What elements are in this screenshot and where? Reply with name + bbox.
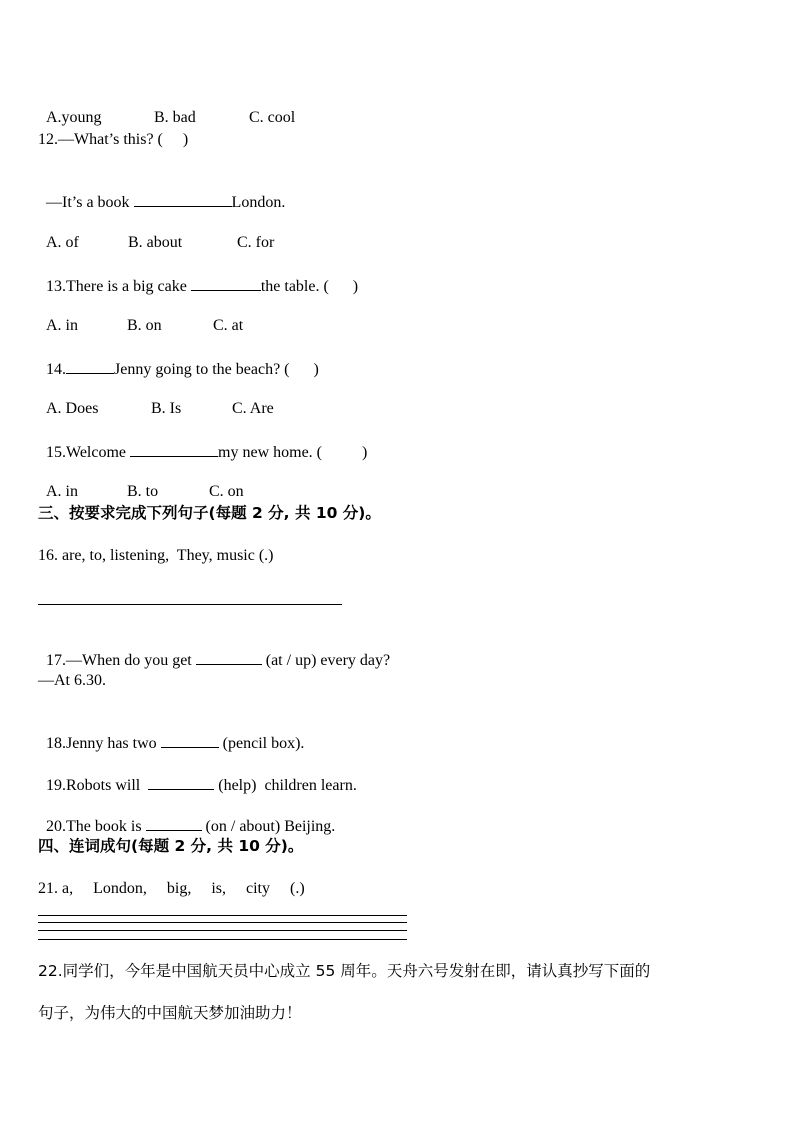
q18-stem [38,712,304,754]
q20-stem-post: (on / about) Beijing. [201,818,336,835]
q21-text: 21. a, London, big, is, city (.) [38,880,305,897]
q20-answer-blank[interactable] [146,815,202,831]
q13-option-a: A. in [46,317,78,334]
section4-title: 四、连词成句(每题 2 分, 共 10 分)。 [38,837,304,855]
q17-stem [38,629,390,671]
q18-stem-pre: 18.Jenny has two [46,735,161,752]
q12-option-a: A. of [46,234,79,251]
q15-stem-post: my new home. ( ) [218,444,368,461]
q13-stem-post: the table. ( ) [260,278,359,295]
q15-options [38,462,244,502]
q14-options [38,379,274,419]
q19-answer-blank[interactable] [148,774,214,790]
q18-stem-post: (pencil box). [218,735,305,752]
q17-answer-blank[interactable] [196,649,262,665]
q13-option-b: B. on [127,317,162,334]
q12-stem: 12.—What’s this? ( ) [38,131,189,148]
q14-stem-post: Jenny going to the beach? ( ) [114,361,319,378]
q21-answer-line-3[interactable] [38,930,407,931]
q16-answer-line[interactable] [38,604,342,605]
q17-stem-pre: 17.—When do you get [46,652,196,669]
section3-title: 三、按要求完成下列句子(每题 2 分, 共 10 分)。 [38,504,381,522]
q19-stem [38,754,357,796]
q13-option-c: C. at [213,317,244,334]
q15-stem [38,421,367,463]
q14-answer-blank[interactable] [66,358,114,374]
q12-reply-post: London. [231,194,286,211]
q13-stem [38,255,358,297]
q13-options [38,296,243,336]
q14-stem-pre: 14. [46,361,66,378]
q17-stem-post: (at / up) every day? [261,652,391,669]
q11-option-a: A.young [46,109,102,126]
q12-answer-blank[interactable] [134,191,232,207]
q21-answer-line-2[interactable] [38,922,407,923]
q20-stem [38,795,335,837]
q15-option-a: A. in [46,483,78,500]
q12-reply [38,171,285,213]
q15-stem-pre: 15.Welcome [46,444,131,461]
q12-option-c: C. for [237,234,275,251]
q14-option-b: B. Is [151,400,182,417]
q13-stem-pre: 13.There is a big cake [46,278,191,295]
q14-option-a: A. Does [46,400,99,417]
q15-option-b: B. to [127,483,159,500]
q22-line-2: 句子，为伟大的中国航天梦加油助力！ [38,1004,302,1022]
q20-stem-pre: 20.The book is [46,818,146,835]
q19-stem-pre: 19.Robots will [46,777,149,794]
q15-option-c: C. on [209,483,244,500]
q11-options [38,88,295,128]
q12-options [38,213,274,253]
q16-text: 16. are, to, listening, They, music (.) [38,547,274,564]
q11-option-b: B. bad [154,109,196,126]
q11-option-c: C. cool [249,109,296,126]
q15-answer-blank[interactable] [130,441,218,457]
q17-reply: —At 6.30. [38,672,106,689]
q13-answer-blank[interactable] [191,275,261,291]
q14-option-c: C. Are [232,400,274,417]
q19-stem-post: (help) children learn. [214,777,357,794]
q21-answer-line-1[interactable] [38,915,407,916]
q14-stem [38,338,319,380]
q22-line-1: 22.同学们，今年是中国航天员中心成立 55 周年。天舟六号发射在即，请认真抄写下面的 [38,962,651,980]
q18-answer-blank[interactable] [161,732,219,748]
q12-reply-pre: —It’s a book [46,194,134,211]
q12-option-b: B. about [128,234,183,251]
q21-answer-line-4[interactable] [38,939,407,940]
